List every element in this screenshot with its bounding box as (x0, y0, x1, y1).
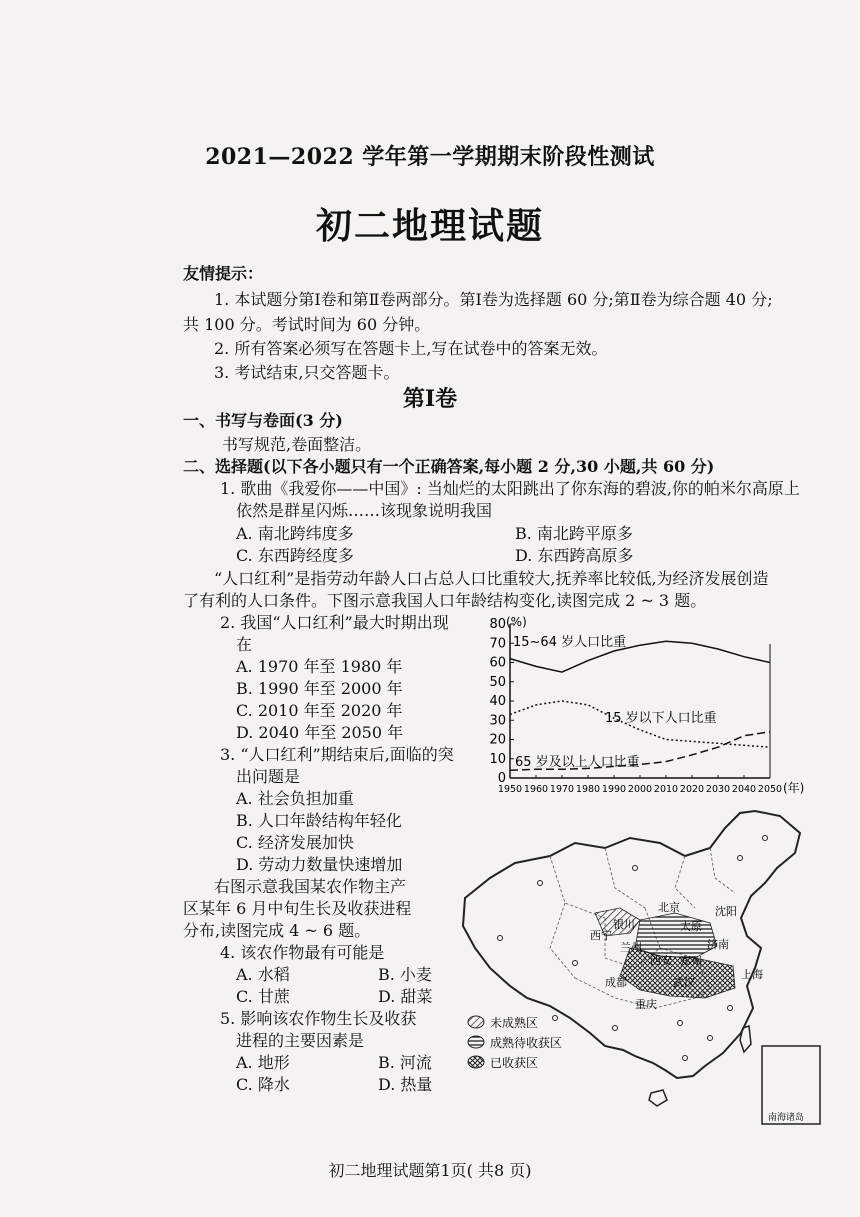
question-stem: 2. 我国“人口红利”最大时期出现 (220, 613, 449, 632)
legend-label: 成熟待收获区 (490, 1036, 563, 1050)
material-text: 区某年 6 月中旬生长及收获进程 (183, 899, 412, 918)
tips-line: 3. 考试结束,只交答题卡。 (214, 363, 400, 382)
legend-label: 未成熟区 (490, 1016, 539, 1030)
china-crop-map (455, 808, 830, 1128)
option-d: D. 甜菜 (378, 987, 433, 1006)
legend-label: 已收获区 (490, 1056, 539, 1070)
city-label: 上海 (741, 968, 763, 981)
city-label: 北京 (658, 901, 680, 914)
option-b: B. 南北跨平原多 (515, 524, 633, 543)
population-age-chart (480, 612, 820, 807)
y-tick-label: 60 (489, 655, 506, 671)
x-tick-label: 2020 (679, 784, 705, 795)
question-stem: 4. 该农作物最有可能是 (220, 943, 385, 962)
tips-line: 共 100 分。考试时间为 60 分钟。 (183, 315, 431, 334)
option-b: B. 人口年龄结构年轻化 (236, 811, 402, 830)
city-label: 兰州 (620, 941, 642, 954)
chart-series (510, 641, 770, 770)
x-tick-label: 1950 (497, 784, 523, 795)
hainan-island (649, 1090, 667, 1106)
ripe-waiting-region (635, 913, 717, 958)
option-a: A. 地形 (236, 1053, 290, 1072)
x-tick-label: 1970 (549, 784, 575, 795)
city-label: 济南 (707, 938, 729, 951)
option-d: D. 东西跨高原多 (515, 546, 634, 565)
part-title: 第Ⅰ卷 (402, 386, 458, 412)
option-a: A. 水稻 (236, 965, 290, 984)
option-a: A. 1970 年至 1980 年 (236, 657, 403, 676)
x-tick-label: 2030 (705, 784, 731, 795)
legend-swatch-ripe (468, 1036, 484, 1048)
option-c: C. 东西跨经度多 (236, 546, 354, 565)
section-text: 书写规范,卷面整洁。 (222, 435, 372, 454)
material-text: 分布,读图完成 4 ~ 6 题。 (183, 921, 371, 940)
y-tick-label: 10 (489, 751, 506, 767)
question-stem: 进程的主要因素是 (236, 1031, 365, 1050)
material-text: 右图示意我国某农作物主产 (214, 877, 407, 896)
city-label: 西安 (650, 954, 672, 967)
option-d: D. 劳动力数量快速增加 (236, 855, 403, 874)
city-label: 成都 (605, 976, 627, 989)
question-stem: 依然是群星闪烁……该现象说明我国 (236, 501, 493, 520)
question-stem: 出问题是 (236, 767, 301, 786)
tips-line: 2. 所有答案必须写在答题卡上,写在试卷中的答案无效。 (214, 339, 608, 358)
tips-line: 1. 本试题分第Ⅰ卷和第Ⅱ卷两部分。第Ⅰ卷为选择题 60 分;第Ⅱ卷为综合题 40 分; (214, 290, 773, 309)
y-tick-label: 70 (489, 636, 506, 652)
legend-swatch-unripe (468, 1016, 484, 1028)
page-footer: 初二地理试题第1页( 共8 页) (328, 1161, 532, 1180)
y-tick-label: 20 (489, 732, 506, 748)
city-label: 重庆 (635, 998, 657, 1011)
series-label-working-age: 15~64 岁人口比重 (513, 635, 627, 650)
y-tick-label: 30 (489, 713, 506, 729)
y-unit-label: (%) (506, 615, 527, 629)
material-text: “人口红利”是指劳动年龄人口占总人口比重较大,抚养率比较低,为经济发展创造 (214, 569, 769, 588)
exam-title: 2021—2022 学年第一学期期末阶段性测试 (205, 144, 655, 170)
x-tick-label: 1980 (575, 784, 601, 795)
x-tick-label: 2000 (627, 784, 653, 795)
option-a: A. 南北跨纬度多 (236, 524, 354, 543)
option-d: D. 热量 (378, 1075, 433, 1094)
section-heading: 一、书写与卷面(3 分) (183, 411, 343, 430)
x-tick-label: 1990 (601, 784, 627, 795)
question-stem: 3. “人口红利”期结束后,面临的突 (220, 745, 454, 764)
city-label: 银川 (613, 918, 635, 931)
x-tick-label: 2040 (731, 784, 757, 795)
x-tick-label: 2010 (653, 784, 679, 795)
option-c: C. 2010 年至 2020 年 (236, 701, 403, 720)
city-label: 沈阳 (715, 905, 737, 918)
option-c: C. 经济发展加快 (236, 833, 354, 852)
question-stem: 在 (236, 635, 253, 654)
question-stem: 5. 影响该农作物生长及收获 (220, 1009, 417, 1028)
option-a: A. 社会负担加重 (236, 789, 354, 808)
series-label-elderly: 65 岁及以上人口比重 (515, 755, 640, 770)
map-legend (468, 1015, 562, 1070)
section-heading: 二、选择题(以下各小题只有一个正确答案,每小题 2 分,30 小题,共 60 分) (183, 457, 715, 476)
y-tick-label: 0 (497, 771, 506, 786)
option-b: B. 1990 年至 2000 年 (236, 679, 403, 698)
x-tick-label: 2050 (757, 784, 783, 795)
y-tick-label: 40 (489, 694, 506, 709)
y-tick-label: 80 (489, 617, 506, 632)
x-unit-label: (年) (783, 781, 805, 795)
question-stem: 1. 歌曲《我爱你——中国》: 当灿烂的太阳跳出了你东海的碧波,你的帕米尔高原上 (220, 479, 800, 498)
y-tick-label: 50 (489, 674, 506, 690)
option-c: C. 甘蔗 (236, 987, 290, 1006)
option-b: B. 河流 (378, 1053, 432, 1072)
city-label: 西宁 (590, 929, 612, 942)
option-b: B. 小麦 (378, 965, 432, 984)
option-d: D. 2040 年至 2050 年 (236, 723, 404, 742)
material-text: 了有利的人口条件。下图示意我国人口年龄结构变化,读图完成 2 ~ 3 题。 (183, 591, 707, 610)
city-label: 武汉 (673, 976, 695, 989)
city-label: 太原 (680, 920, 702, 933)
subject-title: 初二地理试题 (315, 205, 544, 247)
series-label-children: 15 岁以下人口比重 (605, 711, 717, 726)
city-label: 郑州 (680, 955, 702, 968)
option-c: C. 降水 (236, 1075, 290, 1094)
tips-heading: 友情提示： (183, 264, 264, 283)
x-tick-label: 1960 (523, 784, 549, 795)
inset-label: 南海诸岛 (768, 1113, 805, 1123)
legend-swatch-harvested (468, 1056, 484, 1068)
